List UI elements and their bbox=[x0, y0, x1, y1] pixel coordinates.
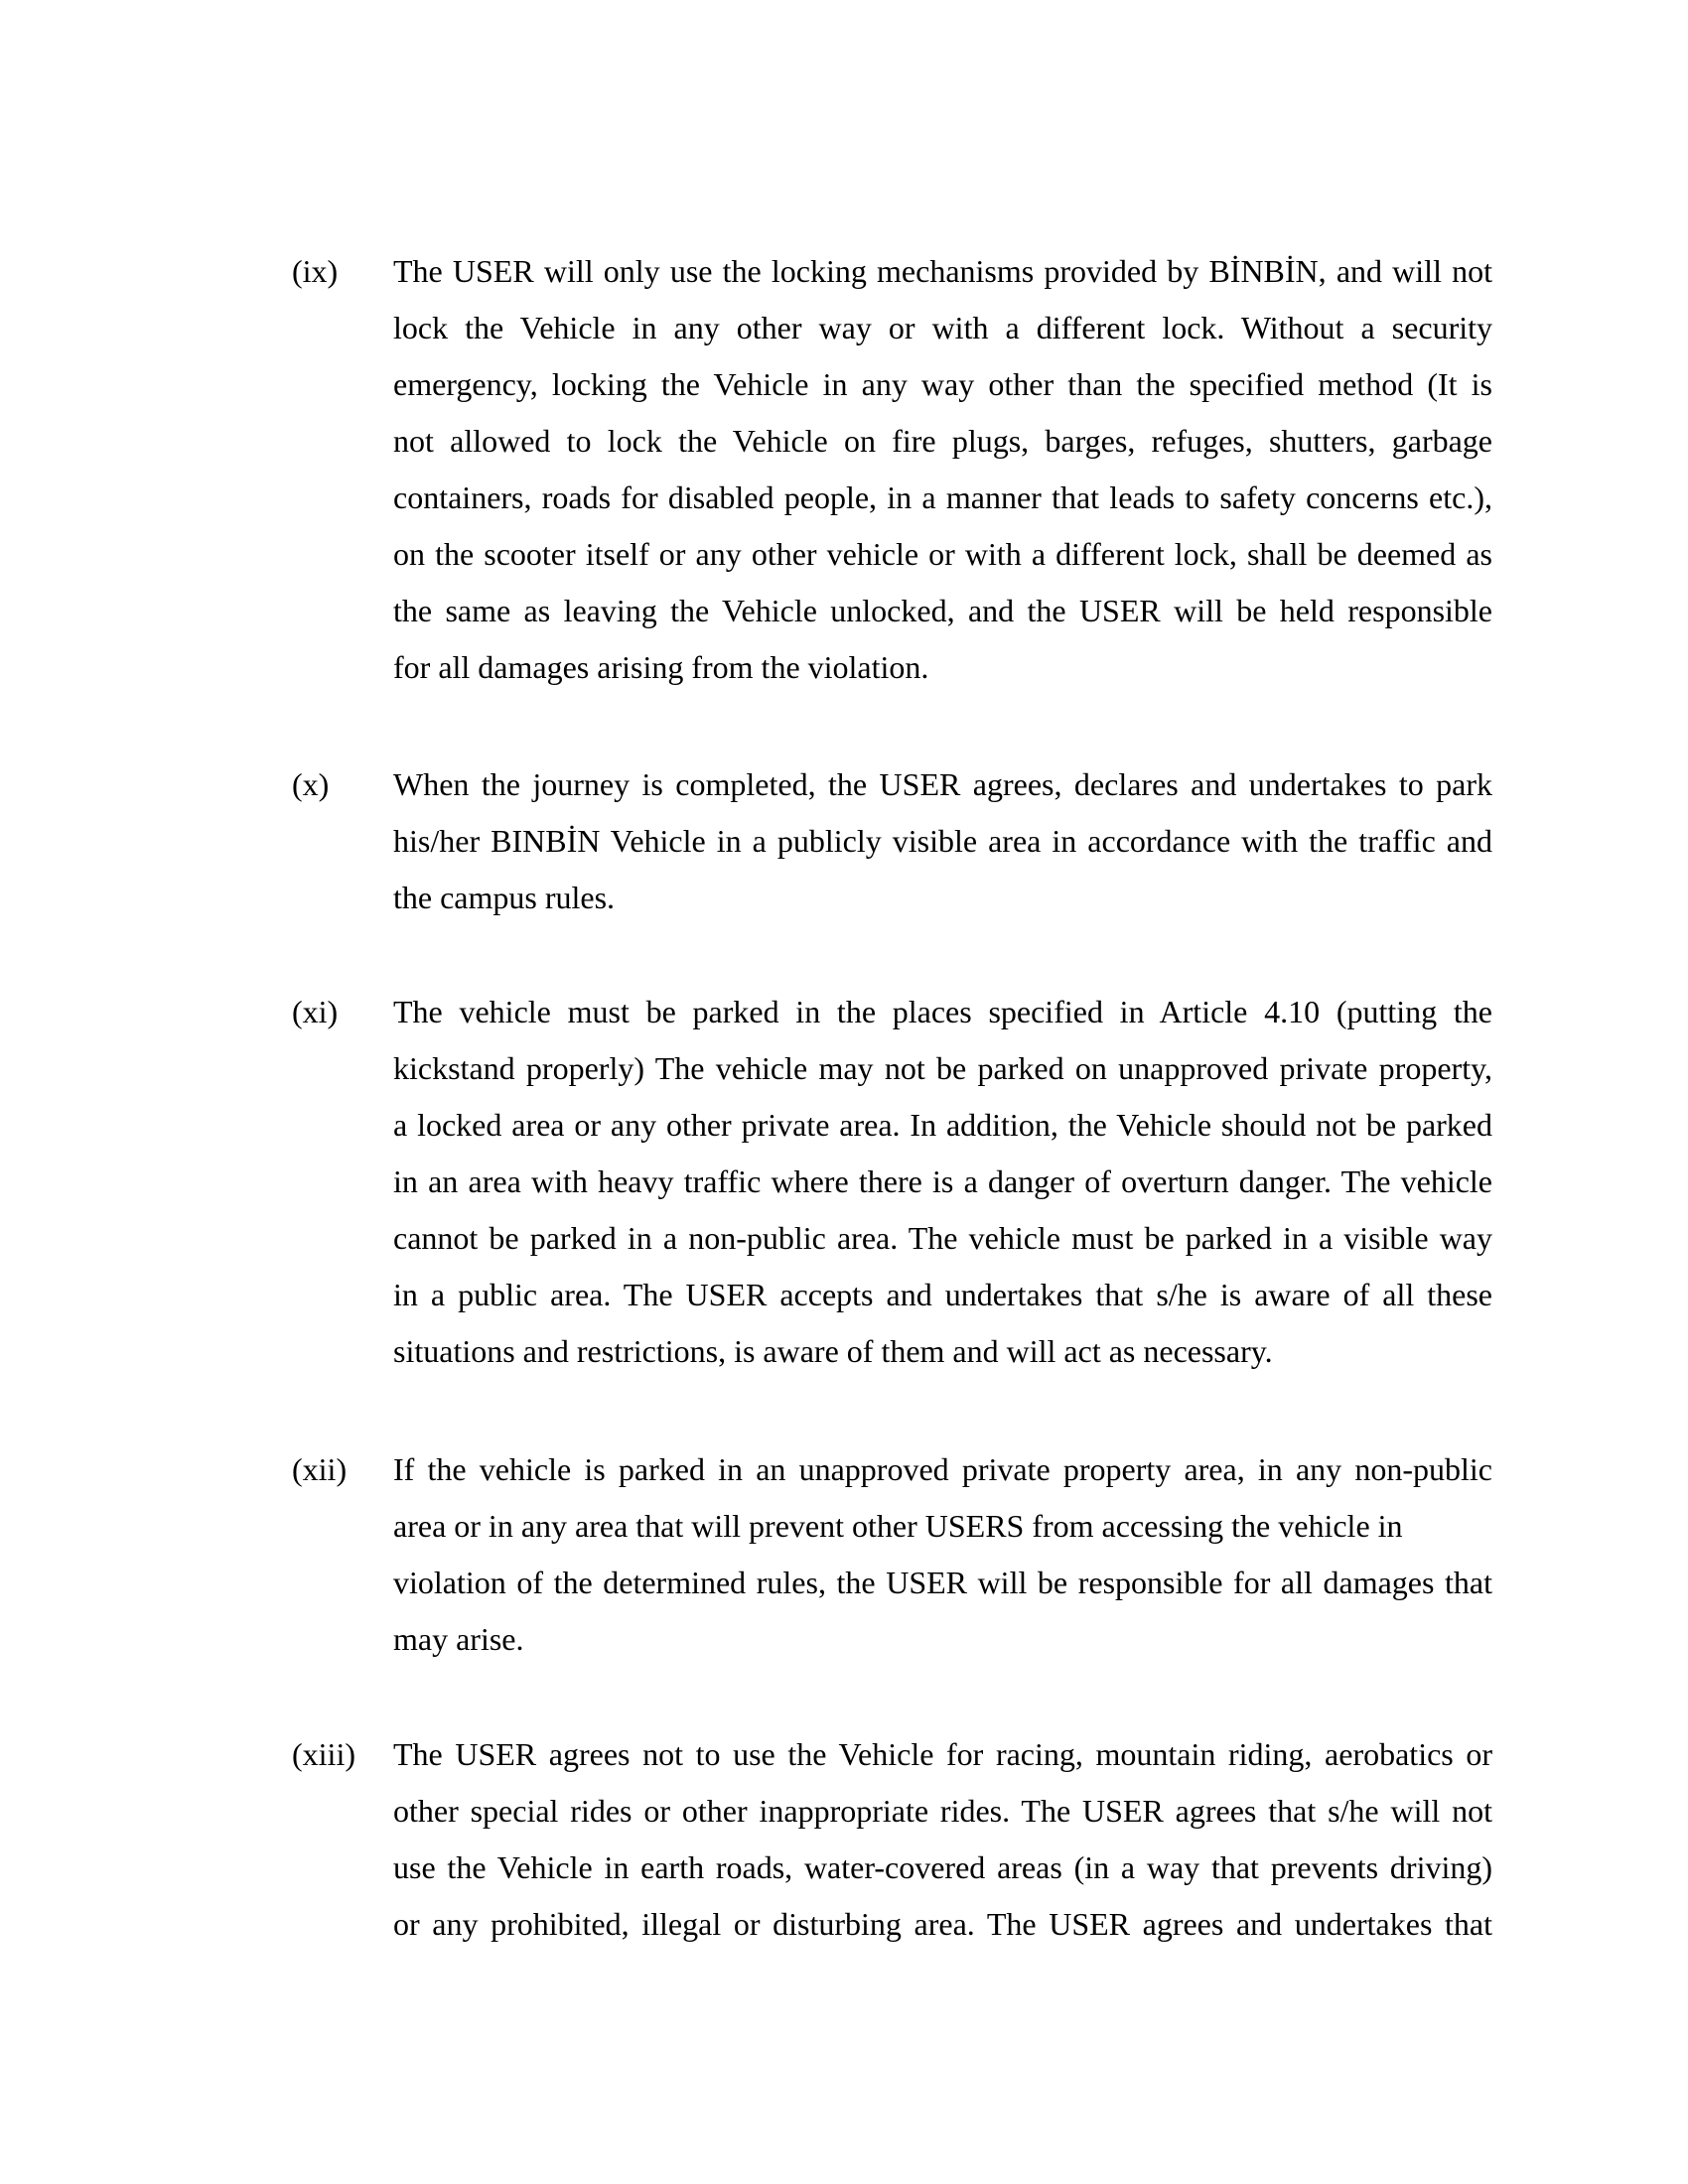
clause-line: violation of the determined rules, the USER will be responsible for all damages that bbox=[393, 1565, 1492, 1600]
clause-line: the same as leaving the Vehicle unlocked, and the USER will be held responsible bbox=[393, 593, 1492, 628]
clause-line: use the Vehicle in earth roads, water-covered areas (in a way that prevents driving) bbox=[393, 1849, 1492, 1885]
clause-line: cannot be parked in a non-public area. The vehicle must be parked in a visible way bbox=[393, 1220, 1492, 1256]
clause-line: lock the Vehicle in any other way or with a different lock. Without a security bbox=[393, 310, 1492, 345]
clause-line: or any prohibited, illegal or disturbing area. The USER agrees and undertakes that bbox=[393, 1906, 1492, 1942]
clause-line: the campus rules. bbox=[393, 880, 616, 915]
clause-line: When the journey is completed, the USER agrees, declares and undertakes to park bbox=[393, 766, 1492, 802]
clause-line: on the scooter itself or any other vehicle or with a different lock, shall be deemed as bbox=[393, 536, 1492, 572]
clause-line: in an area with heavy traffic where there is a danger of overturn danger. The vehicle bbox=[393, 1163, 1492, 1199]
clause-line: kickstand properly) The vehicle may not be parked on unapproved private property, bbox=[393, 1050, 1492, 1086]
clause-label: (xii) bbox=[292, 1451, 348, 1487]
clause-line: situations and restrictions, is aware of them and will act as necessary. bbox=[393, 1333, 1273, 1369]
clause-label: (x) bbox=[292, 766, 330, 802]
clause-line: containers, roads for disabled people, in a manner that leads to safety concerns etc.), bbox=[393, 479, 1492, 515]
clause-line: If the vehicle is parked in an unapproved private property area, in any non-public bbox=[393, 1451, 1492, 1487]
clause-line: emergency, locking the Vehicle in any way other than the specified method (It is bbox=[393, 366, 1492, 402]
clause-body bbox=[393, 984, 1492, 1380]
clause-line: for all damages arising from the violation. bbox=[393, 649, 929, 685]
clause-line: The vehicle must be parked in the places specified in Article 4.10 (putting the bbox=[393, 994, 1492, 1029]
clause-body bbox=[393, 1441, 1492, 1668]
clause-line: The USER agrees not to use the Vehicle for racing, mountain riding, aerobatics or bbox=[393, 1736, 1492, 1772]
clause-body bbox=[393, 243, 1492, 696]
clause-body bbox=[393, 1726, 1492, 1953]
clause-label: (xiii) bbox=[292, 1736, 355, 1772]
clause-line: The USER will only use the locking mechanisms provided by BİNBİN, and will not bbox=[393, 253, 1492, 289]
clause-line: in a public area. The USER accepts and undertakes that s/he is aware of all these bbox=[393, 1277, 1492, 1312]
clause-label: (ix) bbox=[292, 253, 339, 289]
clause-body bbox=[393, 756, 1492, 926]
clause-line: not allowed to lock the Vehicle on fire plugs, barges, refuges, shutters, garbage bbox=[393, 423, 1492, 459]
clause-line: may arise. bbox=[393, 1621, 524, 1657]
clause-line: other special rides or other inappropriate rides. The USER agrees that s/he will not bbox=[393, 1793, 1492, 1829]
clause-label: (xi) bbox=[292, 994, 339, 1029]
clause-line: area or in any area that will prevent other USERS from accessing the vehicle in bbox=[393, 1508, 1403, 1544]
clause-line: a locked area or any other private area. In addition, the Vehicle should not be parked bbox=[393, 1107, 1492, 1143]
clause-line: his/her BINBİN Vehicle in a publicly visible area in accordance with the traffic and bbox=[393, 823, 1492, 859]
